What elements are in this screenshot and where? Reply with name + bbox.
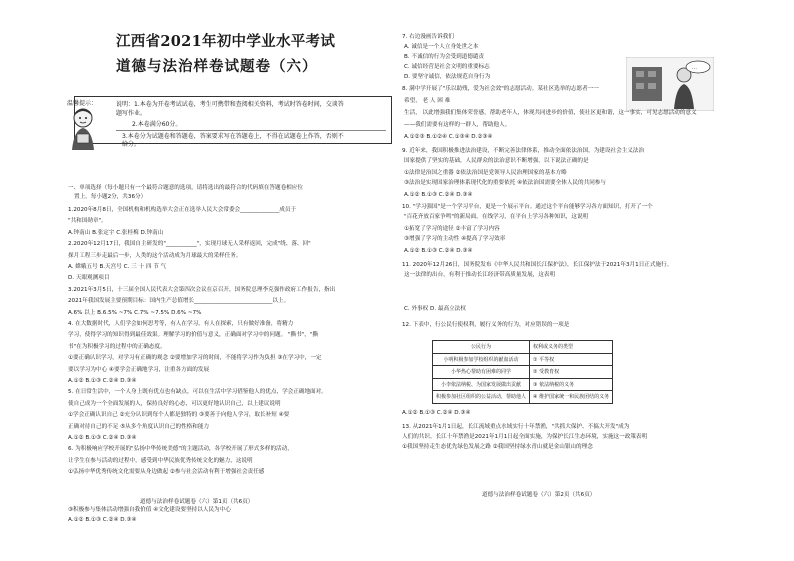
question-line: 人们的共识。长江十年禁渔是2021年1月1日起全面实施，为保护长江生态环境，实施这一政策表明 [402,434,648,440]
table-header-row [433,341,613,354]
question-line: 让学生在参与活动的过程中，感受到中华民族优秀传统文化的魅力，这说明 [68,457,253,464]
exam-title-line1: 江西省2021年初中学业水平考试 [116,33,336,50]
question-line: "共和国勋章"。 [68,218,107,225]
question-line: C. 外事权 D. 最高立法权 [404,306,466,312]
question-line: 正确对待自己的不足 ⑤从多个角度认识自己的性格和能力 [68,423,210,430]
exam-title-line2: 道德与法治样卷试题卷（六） [116,58,318,75]
divider [116,130,386,131]
question-line: 书"在为积极学习的过程中的正确态度。 [68,343,166,350]
table-row [433,391,613,404]
section-heading-cont: 置上。每小题2分，共36分） [74,194,147,200]
question-line: 生活， 以此增强我们集体荣誉感，帮助老年人，体现共同进步的价值，使社区更和谐，这一事实，可见志愿活动的意义 [404,110,697,116]
table-cell: 小李依法纳税、为国家发展做出贡献 [433,378,530,391]
table-cell: ④ 维护国家统一和民族团结的义务 [530,391,613,404]
question-line: ①拓宽了学习的途径 ②丰富了学习内容 [404,226,500,232]
svg-text:…: … [692,65,697,71]
note-line-2: 2.本卷满分60分。 [132,121,182,128]
question-line: 7. 右边漫画告诉我们 [402,34,454,40]
page-footer-right: 道德与法治样卷试题卷（六）第2页（共6页） [482,492,596,498]
table-cell: 积极参加社区组织的公益活动，帮助他人 [433,391,530,404]
table-cell: 小华热心帮助有困难的同学 [433,366,530,379]
question-line: 3.2021年3月5日，十三届全国人民代表大会第四次会议在京召开，国务院总理李克强作政府工作报告，指出 [68,286,336,293]
question-line: "百花齐放百家争鸣"的新局面。在线学习，在平台上学习各种知识，这说明 [404,214,589,220]
question-line: 10. "学习强国"是一个学习平台，更是一个展示平台。通过这个平台能够学习各方面知识，打开了一个 [402,204,653,210]
question-line: A.①② B.①③ C.②④ D.③④ [68,378,137,384]
table-cell: 小明积极参加学校组织的献血活动 [433,353,530,366]
note-line-3b: 给分。 [122,141,141,148]
question-line: D. 天眼观测项目 [68,275,110,282]
question-line: 探月工程三步走最后一步，人类的这个活动成为月球最大的采样任务。 [68,252,242,259]
question-line: A.①② B.①③ C.②④ D.③④ [404,192,473,198]
question-line: D. 要坚守诚信，依法规范自身行为 [404,74,491,80]
question-line: A.①② B.①③ C.②④ D.③④ [402,410,471,416]
question-line: ①我国坚持走生态优先绿色发展之路 ②我国坚持绿水青山就是金山银山的理念 [402,444,593,450]
question-line: ①学会正确认识自己 ②充分认识到每个人都是独特的 ③要善于向他人学习，取长补短 ④要 [68,412,290,419]
table-header-cell: 权利或义务的类型 [530,341,613,354]
table-cell: ③ 依法纳税的义务 [530,378,613,391]
question-line: C. 诚信经营是社会文明的重要标志 [404,64,490,70]
question-line: A.①② B.①③ C.②④ D.③④ [68,517,137,523]
question-line: B. 不诚信的行为会受到道德谴责 [404,54,485,60]
question-line: 13. 从2021年1月1日起，长江流域重点水域实行十年禁渔，"共抓大保护、不搞大开发"成为 [402,424,630,430]
question-line: ——我们需要有这样的一群人，帮助他人。 [404,122,511,128]
table-header-cell: 公民行为 [433,341,530,354]
table-row [433,353,613,366]
question-line: ①要正确认识学习，对学习有正确的观念 ②要增加学习的时间，不能将学习作为负担 ③在学习中，一定 [68,355,322,362]
question-line: 要以学习为中心 ④要学会正确地学习，注重各方面的发展 [68,366,210,373]
question-line: 8. 满中学开展了"乐以助残，爱为社会效"的志愿活动。某社区选举的志愿者一一 [402,86,599,92]
question-line: 2021年我国发展主要预期目标：国内生产总值增长____________________________以上。 [68,298,290,305]
question-line: A. 诚信是一个人立身处世之本 [404,44,479,50]
question-line: ①法律是治国之重器 ②依法治国是党领导人民治理国家的基本方略 [404,170,567,176]
question-line: 9. 近年来，我国积极推进法治建设，不断完善法律体系，推动全面依法治国，为建设社会主义法治 [402,148,645,154]
question-line: 4. 在大数据时代，人们学会如何思考等，有人在学习，有人在探索，只有做好准备，将精力 [68,321,294,327]
table-row [433,378,613,391]
q12-table [432,340,613,404]
notes-label: 温馨提示： [67,100,98,107]
question-line: 5. 在日常生活中，一个人身上既有优点也有缺点，可以在生活中学习借鉴他人的优点，学会正确地面对。 [68,389,327,396]
question-line: 学习，使得学习的知识得到最佳效果。理解学习的价值与意义，正确面对学习中的问题。 "撕书"，"撕 [68,332,319,339]
question-line: A.钟南山 B.张定宇 C.张桂梅 D.钟南山 [68,229,164,236]
table-cell: ② 受教育权 [530,366,613,379]
question-line: ①弘扬中华优秀传统文化需要从身边做起 ②参与社会活动有利于增强社会责任感 [68,469,265,476]
question-line: ③法治是实现国家治理体系现代化的重要依托 ④依法治国需要全体人民的共同参与 [404,180,606,186]
question-line: 11. 2020年12月26日，国务院发布《中华人民共和国长江保护法》，长江保护法于2021年3月1日正式施行。 [402,262,673,268]
question-line: A.6% 以上 B.6.5% ~7% C.7% ~7.5% D.6% ~7% [68,309,202,316]
note-line-3: 3.本卷分为试题卷和答题卷，答案要求写在答题卷上，不得在试题卷上作答，否则不 [122,133,344,140]
question-line: A.①② B.①③ C.②④ D.③④ [404,248,473,254]
question-line: 1.2020年8月8日，全国机构和机构选举大会正在选举人民大会常委会______________成员于 [68,207,297,213]
question-line: 12. 下表中，行公民行使权利，履行义务的行为，对应错误的一项是 [402,322,570,328]
question-line: 国家提供了坚实的基础，人民群众的法治意识不断增强，以下说法正确的是 [404,158,589,164]
cartoon-illustration-icon [626,57,714,111]
question-line: 使自己成为一个全面发展的人，保持良好的心态，可以更好地认识自己，以上建议说明 [68,400,281,407]
student-avatar-icon [66,106,100,152]
table-row [433,366,613,379]
question-line: A.①② B.①③ C.②④ D.③④ [68,435,137,441]
table-cell: ① 平等权 [530,353,613,366]
question-line: ③增强了学习的主动性 ④提高了学习效率 [404,236,506,242]
question-line: A.①②③ B.①②④ C.①③④ D.②③④ [404,134,493,140]
note-line-1: 说明：1.本卷为开卷考试试卷，考生可携带和查阅相关资料，考试时答卷时间，交谈答 [116,101,344,108]
question-line: A. 嫦娥五号 B.天宫号 C. 三 十 四 节 气 [68,264,167,270]
question-line: 6. 为积极响应学校开展的"弘扬中华传统美德"的主题活动，各学校开展了形式多样的活动， [68,446,293,453]
section-heading: 一、单项选择（每小题只有一个最符合题意的选项，请将选出的最符合的代码填在答题卷相应位 [68,185,303,191]
question-line: 2.2020年12月17日，我国自主研发的"___________"，实现月球无人采样返回，完成"绕、落、回" [68,241,311,248]
note-line-1b: 题写作业。 [116,110,147,117]
question-line: 这一法律的出台，有利于推动长江经济带高质量发展，这表明 [404,272,556,278]
page-footer-left: 道德与法治样卷试题卷（六）第1页（共6页） [140,499,254,505]
question-line: ③积极参与集体活动增强自我价值 ④文化建设要坚持以人民为中心 [68,507,231,513]
question-line: 希望， 老 人 困 难 [404,98,451,104]
